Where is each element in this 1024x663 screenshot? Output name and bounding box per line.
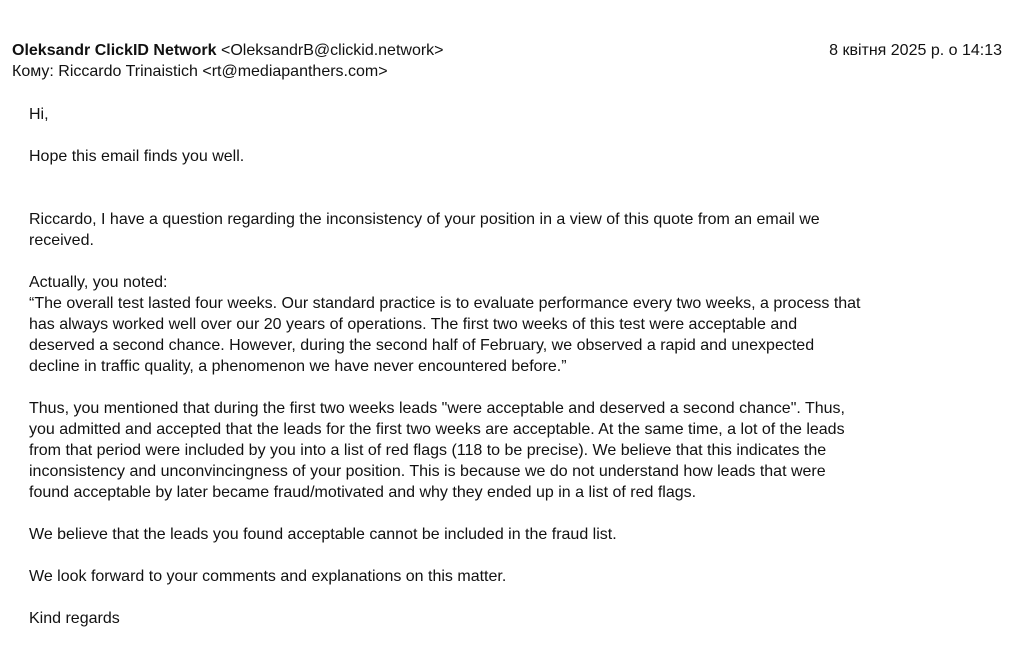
quote-line: decline in traffic quality, a phenomenon we have never encountered before.”: [29, 358, 567, 375]
signoff: Kind regards: [29, 610, 120, 627]
recipient: Riccardo Trinaistich <rt@mediapanthers.com>: [58, 63, 388, 80]
email-body: [29, 104, 989, 650]
paragraph-line: Riccardo, I have a question regarding the inconsistency of your position in a view of this quote from an email we: [29, 211, 820, 228]
greeting: Hi,: [29, 106, 49, 123]
sender-row: [12, 40, 1002, 61]
paragraph-line: inconsistency and unconvincingness of your position. This is because we do not understand how leads that were: [29, 463, 826, 480]
quote-line: “The overall test lasted four weeks. Our standard practice is to evaluate performance every two weeks, a process that: [29, 295, 861, 312]
sender-email: <OleksandrB@clickid.network>: [220, 42, 444, 59]
body-paragraph-5: We believe that the leads you found acceptable cannot be included in the fraud list.: [29, 526, 617, 543]
sender-name: Oleksandr ClickID Network: [12, 42, 217, 59]
quote-line: deserved a second chance. However, during the second half of February, we observed a rapid and unexpected: [29, 337, 815, 354]
recipient-row: [12, 61, 1002, 82]
quote-intro: Actually, you noted:: [29, 274, 168, 291]
email-date: 8 квітня 2025 р. о 14:13: [829, 42, 1002, 59]
paragraph-line: you admitted and accepted that the leads for the first two weeks are acceptable. At the same time, a lot of the leads: [29, 421, 845, 438]
body-paragraph-1: Hope this email finds you well.: [29, 148, 245, 165]
sender: [12, 40, 444, 61]
paragraph-line: from that period were included by you into a list of red flags (118 to be precise). We believe that this indicates the: [29, 442, 827, 459]
body-paragraph-2: [29, 209, 989, 251]
body-paragraph-6: We look forward to your comments and explanations on this matter.: [29, 568, 507, 585]
email-header: [12, 40, 1002, 82]
body-paragraph-4: [29, 398, 989, 503]
paragraph-line: received.: [29, 232, 94, 249]
paragraph-line: Thus, you mentioned that during the first two weeks leads "were acceptable and deserved a second chance". Thus,: [29, 400, 845, 417]
recipient-label: Кому:: [12, 63, 54, 80]
paragraph-line: found acceptable by later became fraud/motivated and why they ended up in a list of red flags.: [29, 484, 697, 501]
quote-line: has always worked well over our 20 years of operations. The first two weeks of this test were acceptable and: [29, 316, 798, 333]
quote-block: [29, 272, 989, 377]
